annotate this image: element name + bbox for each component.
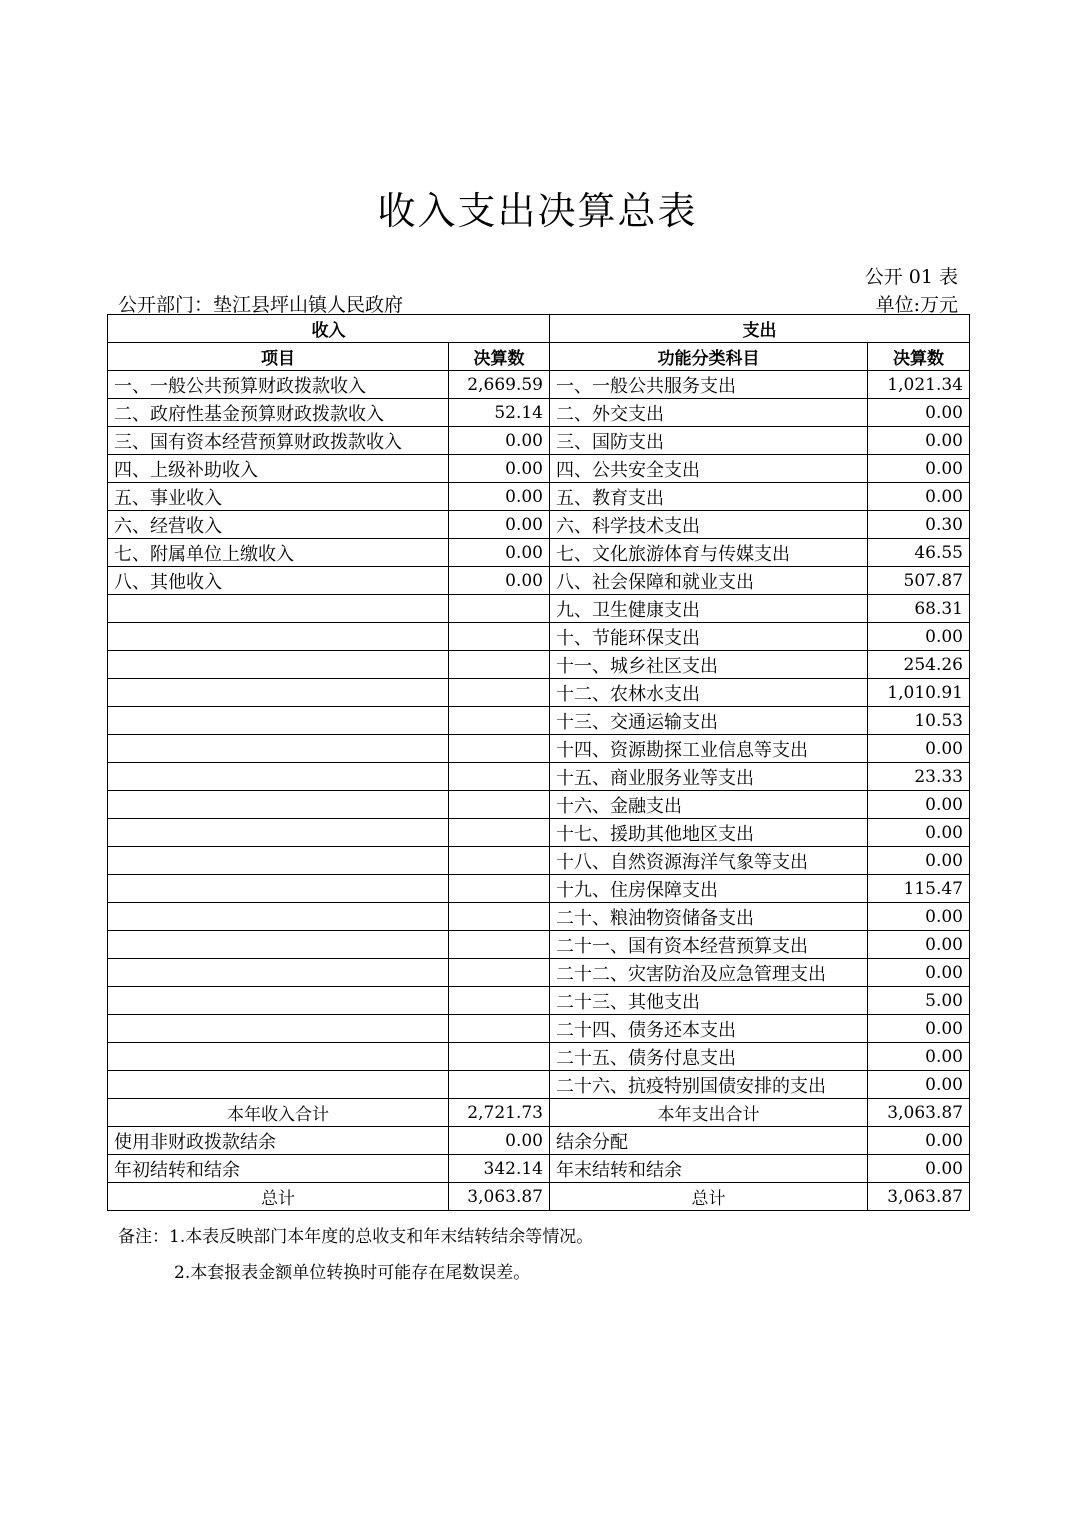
expense-item-cell: 十二、农林水支出 bbox=[550, 679, 868, 707]
expense-amount-cell: 0.00 bbox=[868, 735, 970, 763]
department-label: 公开部门：垫江县坪山镇人民政府 bbox=[118, 294, 404, 316]
table-row bbox=[108, 931, 970, 959]
unit-label: 单位:万元 bbox=[875, 294, 958, 316]
income-amount-header: 决算数 bbox=[449, 343, 550, 371]
nonfiscal-value: 0.00 bbox=[449, 1127, 550, 1155]
table-row bbox=[108, 595, 970, 623]
income-amount-cell bbox=[449, 679, 550, 707]
expense-amount-cell: 1,010.91 bbox=[868, 679, 970, 707]
expense-item-cell: 十八、自然资源海洋气象等支出 bbox=[550, 847, 868, 875]
income-amount-cell: 0.00 bbox=[449, 427, 550, 455]
income-item-cell: 三、国有资本经营预算财政拨款收入 bbox=[108, 427, 449, 455]
income-amount-cell bbox=[449, 651, 550, 679]
expense-amount-cell: 23.33 bbox=[868, 763, 970, 791]
expense-amount-cell: 0.00 bbox=[868, 1071, 970, 1099]
expense-item-cell: 二十三、其他支出 bbox=[550, 987, 868, 1015]
expense-amount-cell: 1,021.34 bbox=[868, 371, 970, 399]
expense-amount-cell: 0.00 bbox=[868, 483, 970, 511]
income-item-cell: 八、其他收入 bbox=[108, 567, 449, 595]
grand-income-label: 总计 bbox=[108, 1183, 449, 1211]
expense-section-header: 支出 bbox=[550, 315, 970, 343]
table-row bbox=[108, 791, 970, 819]
expense-item-header: 功能分类科目 bbox=[550, 343, 868, 371]
section-header-row bbox=[108, 315, 970, 343]
table-row bbox=[108, 567, 970, 595]
income-total-label: 本年收入合计 bbox=[108, 1099, 449, 1127]
table-row bbox=[108, 959, 970, 987]
table-row bbox=[108, 483, 970, 511]
income-item-cell bbox=[108, 959, 449, 987]
expense-item-cell: 三、国防支出 bbox=[550, 427, 868, 455]
income-item-cell: 六、经营收入 bbox=[108, 511, 449, 539]
expense-item-cell: 二十五、债务付息支出 bbox=[550, 1043, 868, 1071]
expense-item-cell: 十三、交通运输支出 bbox=[550, 707, 868, 735]
expense-amount-header: 决算数 bbox=[868, 343, 970, 371]
expense-amount-cell: 68.31 bbox=[868, 595, 970, 623]
income-item-cell bbox=[108, 791, 449, 819]
grand-income-value: 3,063.87 bbox=[449, 1183, 550, 1211]
table-row bbox=[108, 707, 970, 735]
expense-item-cell: 一、一般公共服务支出 bbox=[550, 371, 868, 399]
expense-item-cell: 六、科学技术支出 bbox=[550, 511, 868, 539]
expense-item-cell: 二、外交支出 bbox=[550, 399, 868, 427]
expense-amount-cell: 10.53 bbox=[868, 707, 970, 735]
begin-carry-label: 年初结转和结余 bbox=[108, 1155, 449, 1183]
income-amount-cell bbox=[449, 875, 550, 903]
table-row bbox=[108, 651, 970, 679]
expense-item-cell: 二十一、国有资本经营预算支出 bbox=[550, 931, 868, 959]
expense-amount-cell: 0.00 bbox=[868, 623, 970, 651]
expense-amount-cell: 0.00 bbox=[868, 399, 970, 427]
table-row bbox=[108, 623, 970, 651]
budget-table bbox=[107, 314, 970, 1211]
expense-item-cell: 十一、城乡社区支出 bbox=[550, 651, 868, 679]
begin-carry-value: 342.14 bbox=[449, 1155, 550, 1183]
expense-item-cell: 九、卫生健康支出 bbox=[550, 595, 868, 623]
income-amount-cell: 0.00 bbox=[449, 567, 550, 595]
income-item-cell bbox=[108, 763, 449, 791]
expense-amount-cell: 0.30 bbox=[868, 511, 970, 539]
income-item-cell bbox=[108, 847, 449, 875]
expense-item-cell: 二十六、抗疫特别国债安排的支出 bbox=[550, 1071, 868, 1099]
grand-expense-label: 总计 bbox=[550, 1183, 868, 1211]
balance-row bbox=[108, 1127, 970, 1155]
income-item-header: 项目 bbox=[108, 343, 449, 371]
income-amount-cell bbox=[449, 707, 550, 735]
expense-amount-cell: 0.00 bbox=[868, 791, 970, 819]
annual-total-row bbox=[108, 1099, 970, 1127]
grand-expense-value: 3,063.87 bbox=[868, 1183, 970, 1211]
table-row bbox=[108, 875, 970, 903]
expense-amount-cell: 0.00 bbox=[868, 427, 970, 455]
income-amount-cell bbox=[449, 763, 550, 791]
expense-item-cell: 十四、资源勘探工业信息等支出 bbox=[550, 735, 868, 763]
income-amount-cell bbox=[449, 623, 550, 651]
table-row bbox=[108, 511, 970, 539]
table-row bbox=[108, 679, 970, 707]
table-row bbox=[108, 987, 970, 1015]
column-header-row bbox=[108, 343, 970, 371]
expense-item-cell: 十、节能环保支出 bbox=[550, 623, 868, 651]
table-row bbox=[108, 371, 970, 399]
expense-amount-cell: 254.26 bbox=[868, 651, 970, 679]
income-amount-cell bbox=[449, 1015, 550, 1043]
income-amount-cell: 52.14 bbox=[449, 399, 550, 427]
income-section-header: 收入 bbox=[108, 315, 550, 343]
table-row bbox=[108, 903, 970, 931]
expense-amount-cell: 0.00 bbox=[868, 455, 970, 483]
income-item-cell bbox=[108, 931, 449, 959]
income-item-cell bbox=[108, 735, 449, 763]
income-item-cell bbox=[108, 903, 449, 931]
income-amount-cell bbox=[449, 903, 550, 931]
table-row bbox=[108, 735, 970, 763]
end-carry-label: 年末结转和结余 bbox=[550, 1155, 868, 1183]
expense-item-cell: 二十、粮油物资储备支出 bbox=[550, 903, 868, 931]
expense-item-cell: 四、公共安全支出 bbox=[550, 455, 868, 483]
expense-item-cell: 八、社会保障和就业支出 bbox=[550, 567, 868, 595]
end-carry-value: 0.00 bbox=[868, 1155, 970, 1183]
income-item-cell: 二、政府性基金预算财政拨款收入 bbox=[108, 399, 449, 427]
expense-item-cell: 五、教育支出 bbox=[550, 483, 868, 511]
income-item-cell bbox=[108, 707, 449, 735]
income-total-value: 2,721.73 bbox=[449, 1099, 550, 1127]
expense-amount-cell: 115.47 bbox=[868, 875, 970, 903]
nonfiscal-label: 使用非财政拨款结余 bbox=[108, 1127, 449, 1155]
income-amount-cell: 0.00 bbox=[449, 483, 550, 511]
expense-total-value: 3,063.87 bbox=[868, 1099, 970, 1127]
expense-item-cell: 二十二、灾害防治及应急管理支出 bbox=[550, 959, 868, 987]
income-amount-cell: 2,669.59 bbox=[449, 371, 550, 399]
expense-amount-cell: 5.00 bbox=[868, 987, 970, 1015]
grand-total-row bbox=[108, 1183, 970, 1211]
expense-item-cell: 十七、援助其他地区支出 bbox=[550, 819, 868, 847]
expense-item-cell: 十九、住房保障支出 bbox=[550, 875, 868, 903]
expense-amount-cell: 0.00 bbox=[868, 931, 970, 959]
income-item-cell: 五、事业收入 bbox=[108, 483, 449, 511]
carryover-row bbox=[108, 1155, 970, 1183]
table-row bbox=[108, 819, 970, 847]
expense-item-cell: 十五、商业服务业等支出 bbox=[550, 763, 868, 791]
page-title: 收入支出决算总表 bbox=[377, 189, 698, 233]
income-item-cell: 一、一般公共预算财政拨款收入 bbox=[108, 371, 449, 399]
table-row bbox=[108, 427, 970, 455]
income-amount-cell bbox=[449, 847, 550, 875]
expense-amount-cell: 0.00 bbox=[868, 959, 970, 987]
income-item-cell bbox=[108, 679, 449, 707]
income-amount-cell bbox=[449, 987, 550, 1015]
surplus-dist-value: 0.00 bbox=[868, 1127, 970, 1155]
expense-amount-cell: 0.00 bbox=[868, 903, 970, 931]
income-amount-cell bbox=[449, 1071, 550, 1099]
income-item-cell: 七、附属单位上缴收入 bbox=[108, 539, 449, 567]
note-2: 2.本套报表金额单位转换时可能存在尾数误差。 bbox=[174, 1263, 531, 1283]
income-item-cell bbox=[108, 595, 449, 623]
expense-amount-cell: 0.00 bbox=[868, 847, 970, 875]
surplus-dist-label: 结余分配 bbox=[550, 1127, 868, 1155]
expense-amount-cell: 0.00 bbox=[868, 1015, 970, 1043]
table-row bbox=[108, 399, 970, 427]
income-item-cell: 四、上级补助收入 bbox=[108, 455, 449, 483]
expense-amount-cell: 0.00 bbox=[868, 819, 970, 847]
income-item-cell bbox=[108, 819, 449, 847]
income-item-cell bbox=[108, 651, 449, 679]
expense-amount-cell: 0.00 bbox=[868, 1043, 970, 1071]
income-item-cell bbox=[108, 623, 449, 651]
income-amount-cell: 0.00 bbox=[449, 539, 550, 567]
note-1: 备注：1.本表反映部门本年度的总收支和年末结转结余等情况。 bbox=[118, 1227, 594, 1247]
income-item-cell bbox=[108, 1043, 449, 1071]
income-amount-cell bbox=[449, 735, 550, 763]
table-row bbox=[108, 539, 970, 567]
table-row bbox=[108, 847, 970, 875]
income-amount-cell bbox=[449, 1043, 550, 1071]
income-amount-cell bbox=[449, 959, 550, 987]
expense-amount-cell: 507.87 bbox=[868, 567, 970, 595]
expense-item-cell: 十六、金融支出 bbox=[550, 791, 868, 819]
income-item-cell bbox=[108, 987, 449, 1015]
table-row bbox=[108, 1043, 970, 1071]
income-item-cell bbox=[108, 1071, 449, 1099]
table-row bbox=[108, 763, 970, 791]
income-amount-cell bbox=[449, 931, 550, 959]
expense-total-label: 本年支出合计 bbox=[550, 1099, 868, 1127]
income-amount-cell bbox=[449, 819, 550, 847]
income-item-cell bbox=[108, 1015, 449, 1043]
expense-item-cell: 二十四、债务还本支出 bbox=[550, 1015, 868, 1043]
table-row bbox=[108, 1071, 970, 1099]
income-item-cell bbox=[108, 875, 449, 903]
table-row bbox=[108, 455, 970, 483]
income-amount-cell: 0.00 bbox=[449, 511, 550, 539]
expense-amount-cell: 46.55 bbox=[868, 539, 970, 567]
income-amount-cell: 0.00 bbox=[449, 455, 550, 483]
expense-item-cell: 七、文化旅游体育与传媒支出 bbox=[550, 539, 868, 567]
table-row bbox=[108, 1015, 970, 1043]
income-amount-cell bbox=[449, 595, 550, 623]
table-number: 公开 01 表 bbox=[864, 266, 958, 288]
notes bbox=[118, 1222, 593, 1294]
income-amount-cell bbox=[449, 791, 550, 819]
